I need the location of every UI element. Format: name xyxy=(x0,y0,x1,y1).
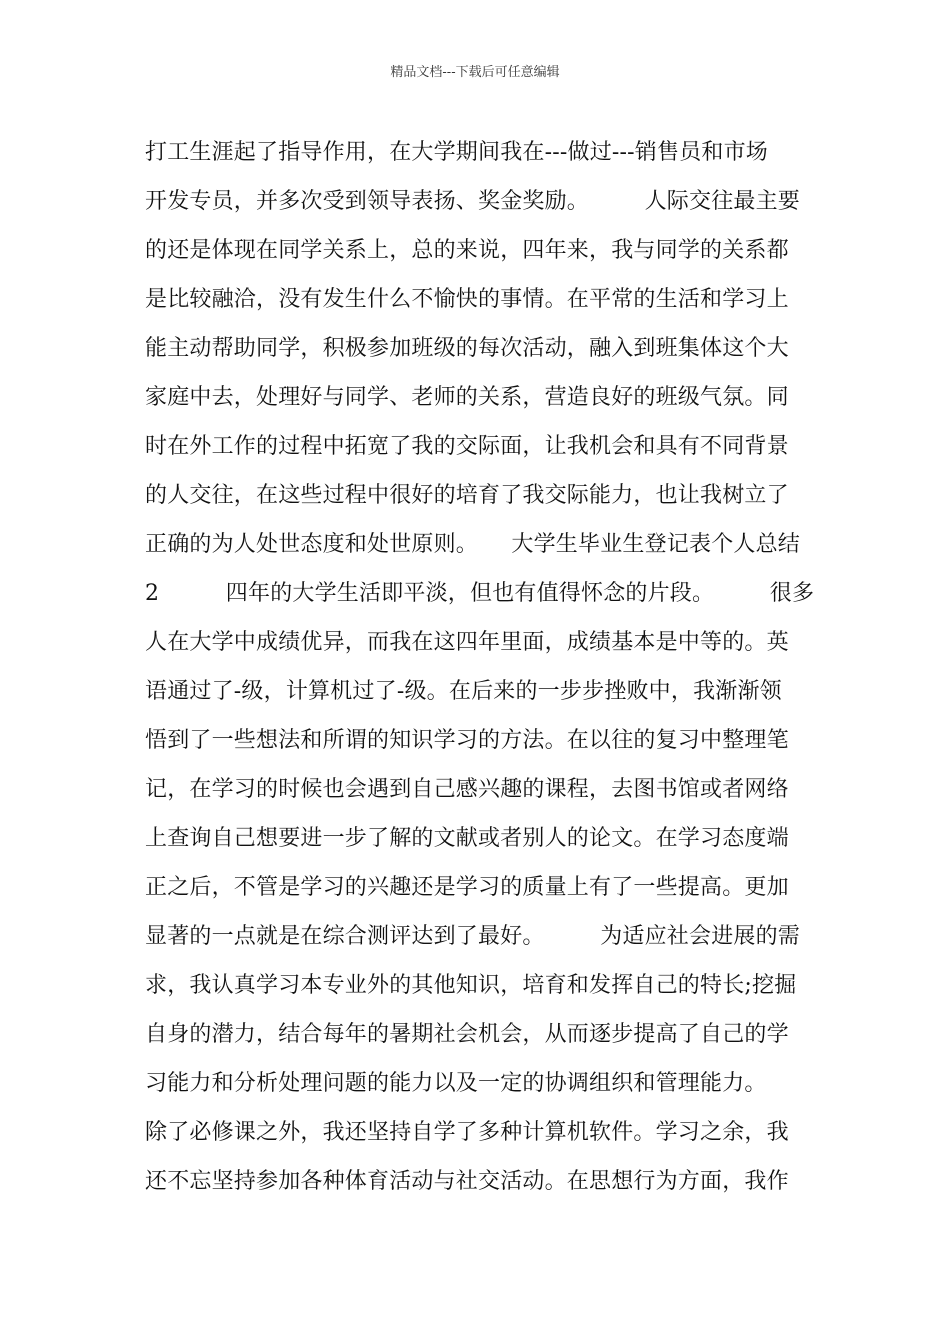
text-line: 正之后，不管是学习的兴趣还是学习的质量上有了一些提高。更加 xyxy=(145,875,789,900)
text-line: 记，在学习的时候也会遇到自己感兴趣的课程，去图书馆或者网络 xyxy=(145,777,789,802)
text-line: 人在大学中成绩优异，而我在这四年里面，成绩基本是中等的。英 xyxy=(145,630,789,655)
text-line: 显著的一点就是在综合测评达到了最好。 为适应社会进展的需 xyxy=(145,924,801,949)
text-line: 求，我认真学习本专业外的其他知识，培育和发挥自己的特长;挖掘 xyxy=(145,973,797,998)
text-line: 打工生涯起了指导作用，在大学期间我在---做过---销售员和市场 xyxy=(145,140,769,165)
page-header: 精品文档---下载后可任意编辑 xyxy=(390,65,560,80)
text-line: 2 四年的大学生活即平淡，但也有值得怀念的片段。 很多 xyxy=(145,581,815,606)
text-line: 还不忘坚持参加各种体育活动与社交活动。在思想行为方面，我作 xyxy=(145,1169,789,1194)
document-body xyxy=(145,128,815,1206)
text-line: 家庭中去，处理好与同学、老师的关系，营造良好的班级气氛。同 xyxy=(145,385,789,410)
text-line: 正确的为人处世态度和处世原则。 大学生毕业生登记表个人总结 xyxy=(145,532,801,557)
text-line: 语通过了-级，计算机过了-级。在后来的一步步挫败中，我渐渐领 xyxy=(145,679,782,704)
text-line: 的人交往，在这些过程中很好的培育了我交际能力，也让我树立了 xyxy=(145,483,789,508)
text-line: 是比较融洽，没有发生什么不愉快的事情。在平常的生活和学习上 xyxy=(145,287,789,312)
text-line: 除了必修课之外，我还坚持自学了多种计算机软件。学习之余，我 xyxy=(145,1120,789,1145)
text-line: 悟到了一些想法和所谓的知识学习的方法。在以往的复习中整理笔 xyxy=(145,728,789,753)
text-line: 开发专员，并多次受到领导表扬、奖金奖励。 人际交往最主要 xyxy=(145,189,801,214)
text-line: 时在外工作的过程中拓宽了我的交际面，让我机会和具有不同背景 xyxy=(145,434,789,459)
text-line: 的还是体现在同学关系上，总的来说，四年来，我与同学的关系都 xyxy=(145,238,789,263)
text-line: 能主动帮助同学，积极参加班级的每次活动，融入到班集体这个大 xyxy=(145,336,789,361)
text-line: 习能力和分析处理问题的能力以及一定的协调组织和管理能力。 xyxy=(145,1071,767,1096)
text-line: 自身的潜力，结合每年的暑期社会机会，从而逐步提高了自己的学 xyxy=(145,1022,789,1047)
text-line: 上查询自己想要进一步了解的文献或者别人的论文。在学习态度端 xyxy=(145,826,789,851)
